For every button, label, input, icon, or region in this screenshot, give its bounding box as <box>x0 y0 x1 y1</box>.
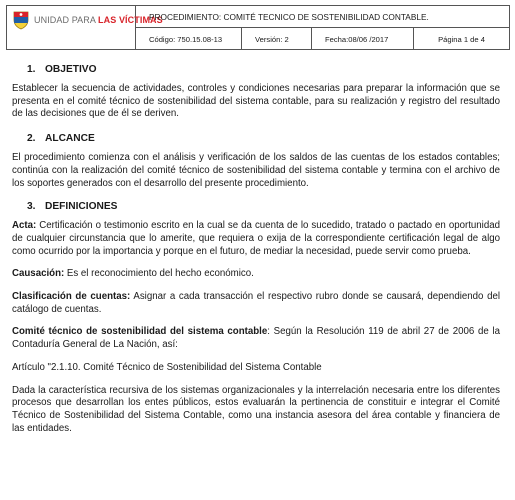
document-code: Código: 750.15.08-13 <box>136 28 242 50</box>
section-heading-objetivo: 1. OBJETIVO <box>27 64 97 75</box>
definition-causacion: Causación: Es el reconocimiento del hecho económico. <box>12 268 254 280</box>
document-date: Fecha:08/06 /2017 <box>312 28 414 50</box>
definition-clasificacion: Clasificación de cuentas: Asignar a cada transacción el respectivo rubro donde se causará, dependiendo del catálogo de cuentas. <box>12 291 500 315</box>
section-heading-alcance: 2. ALCANCE <box>27 133 95 145</box>
logo-text: UNIDAD PARA LAS VÍCTIMAS <box>34 15 163 25</box>
definition-acta: Acta: Certificación o testimonio escrito en la cual se da cuenta de lo sucedido, tratado o pactado en oportunidad de cualquier circunstancia que lo amerite, que requiera o exija de la correspondiente certificación legal de algo como ocurrido por la importancia y porque en el futuro, de mediar la necesidad, puede servir como prueba. <box>12 220 500 257</box>
definition-comite: Comité técnico de sostenibilidad del sistema contable: Según la Resolución 119 de abril 27 de 2006 de la Contaduría General de La Nación, así: <box>12 326 500 351</box>
article-line: Artículo "2.1.10. Comité Técnico de Sostenibilidad del Sistema Contable <box>12 361 322 373</box>
section-heading-definiciones: 3. DEFINICIONES <box>27 201 118 213</box>
document-header <box>6 5 510 50</box>
page-number: Página 1 de 4 <box>438 34 485 44</box>
coat-of-arms-icon <box>11 10 31 30</box>
closing-paragraph: Dada la característica recursiva de los sistemas organizacionales y la interrelación necesaria entre los diferentes procesos que desarrollan los entes públicos, estos evaluarán la pertinencia de constituir e integrar el Comité Técnico de Sostenibilidad del Sistema Contable, como una instancia asesora del área contable y financiera de las entidades. <box>12 384 500 434</box>
procedure-title: PROCEDIMIENTO: COMITÉ TECNICO DE SOSTENIBILIDAD CONTABLE. <box>136 6 509 28</box>
alcance-paragraph: El procedimiento comienza con el análisis y verificación de los saldos de las cuentas de los estados contables; continúa con la realización del comité técnico de sostenibilidad del sistema contable y termina con el archivo de los soportes generados con el desarrollo del presente procedimiento. <box>12 152 500 189</box>
document-metadata-row <box>136 28 509 50</box>
logo-cell <box>7 6 163 50</box>
document-version: Versión: 2 <box>242 28 312 50</box>
document-body <box>12 64 500 445</box>
objetivo-paragraph: Establecer la secuencia de actividades, controles y condiciones necesarias para preparar la información que se presenta en el comité técnico de sostenibilidad del sistema contable, para su realización y registro del resultado de las decisiones que de él se deriven. <box>12 83 500 120</box>
